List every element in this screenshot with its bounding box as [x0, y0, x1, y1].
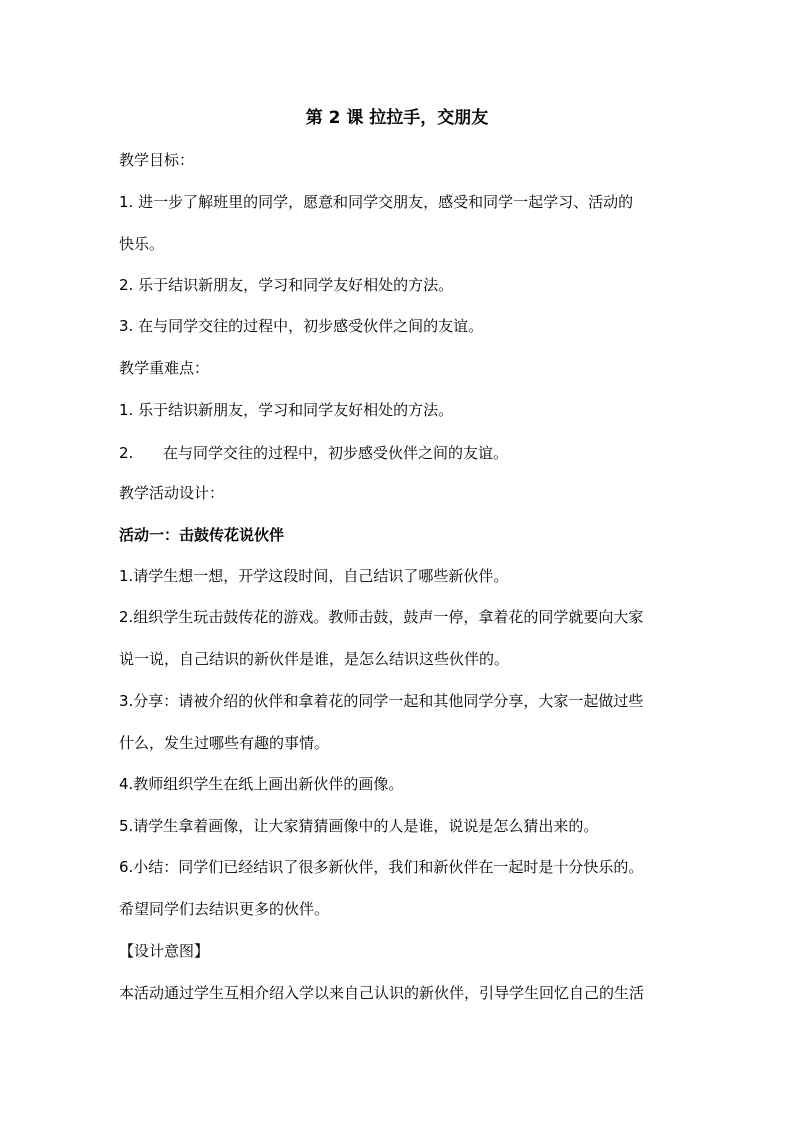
keypoints-heading: 教学重难点： — [119, 359, 210, 377]
design-intent-line1: 本活动通过学生互相介绍入学以来自己认识的新伙伴，引导学生回忆自己的生活 — [119, 984, 645, 1002]
step-3-line1: 3.分享：请被介绍的伙伴和拿着花的同学一起和其他同学分享，大家一起做过些 — [119, 692, 644, 710]
objective-1-line2: 快乐。 — [119, 235, 165, 253]
step-6-line2: 希望同学们去结识更多的伙伴。 — [119, 900, 330, 918]
design-intent-heading: 【设计意图】 — [119, 942, 210, 960]
objectives-heading: 教学目标： — [119, 151, 195, 169]
step-2-line1: 2.组织学生玩击鼓传花的游戏。教师击鼓，鼓声一停，拿着花的同学就要向大家 — [119, 608, 644, 626]
activities-heading: 教学活动设计： — [119, 484, 225, 502]
keypoint-1: 1. 乐于结识新朋友，学习和同学友好相处的方法。 — [119, 401, 454, 419]
keypoint-2-number: 2. — [119, 444, 134, 462]
objective-1-line1: 1. 进一步了解班里的同学，愿意和同学交朋友，感受和同学一起学习、活动的 — [119, 193, 634, 211]
objective-3: 3. 在与同学交往的过程中，初步感受伙伴之间的友谊。 — [119, 317, 484, 335]
step-2-line2: 说一说，自己结识的新伙伴是谁，是怎么结识这些伙伴的。 — [119, 650, 510, 668]
keypoint-2-text: 在与同学交往的过程中，初步感受伙伴之间的友谊。 — [163, 444, 509, 462]
step-4: 4.教师组织学生在纸上画出新伙伴的画像。 — [119, 775, 404, 793]
step-3-line2: 什么，发生过哪些有趣的事情。 — [119, 734, 330, 752]
keypoint-2 — [119, 442, 679, 464]
activity-1-heading: 活动一：击鼓传花说伙伴 — [119, 526, 285, 544]
objective-2: 2. 乐于结识新朋友，学习和同学友好相处的方法。 — [119, 276, 454, 294]
step-6-line1: 6.小结：同学们已经结识了很多新伙伴，我们和新伙伴在一起时是十分快乐的。 — [119, 858, 644, 876]
lesson-title: 第 2 课 拉拉手，交朋友 — [305, 108, 489, 128]
step-5: 5.请学生拿着画像，让大家猜猜画像中的人是谁，说说是怎么猜出来的。 — [119, 817, 599, 835]
step-1: 1.请学生想一想，开学这段时间，自己结识了哪些新伙伴。 — [119, 567, 509, 585]
